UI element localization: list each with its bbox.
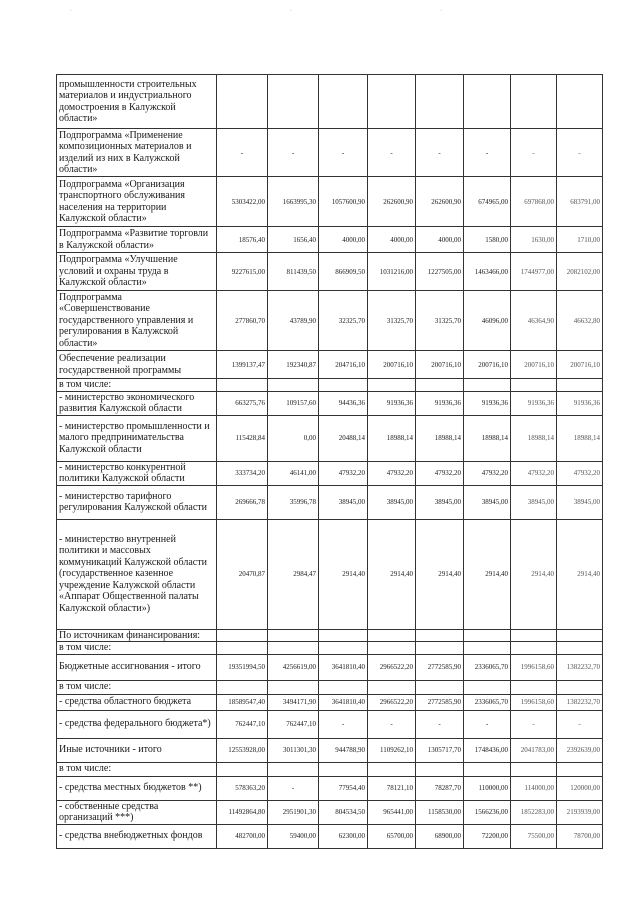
table-row	[57, 776, 603, 800]
value-cell	[416, 629, 464, 642]
row-label: Иные источники - итого	[57, 738, 217, 762]
value-cell: -	[319, 129, 368, 177]
value-cell: 811439,50	[268, 253, 319, 291]
row-label: Подпрограмма «Развитие торговли в Калужской области»	[57, 227, 217, 253]
value-cell: 18988,14	[511, 415, 557, 461]
value-cell: 269666,78	[217, 485, 268, 519]
value-cell	[268, 642, 319, 655]
value-cell	[464, 642, 511, 655]
row-label: в том числе:	[57, 762, 217, 776]
value-cell	[217, 762, 268, 776]
value-cell	[268, 379, 319, 392]
value-cell: 18988,14	[416, 415, 464, 461]
table-row	[57, 642, 603, 655]
row-label: Подпрограмма «Применение композиционных материалов и изделий из них в Калужской области»	[57, 129, 217, 177]
value-cell: 11492864,80	[217, 800, 268, 824]
table-row	[57, 800, 603, 824]
scan-mark: ·	[70, 8, 72, 14]
value-cell	[217, 75, 268, 129]
value-cell	[464, 762, 511, 776]
value-cell: 1382232,70	[557, 694, 603, 710]
value-cell: 200716,10	[557, 351, 603, 379]
value-cell: 47932,20	[416, 461, 464, 485]
row-label: промышленности строительных материалов и индустриального домостроения в Калужской области»	[57, 75, 217, 129]
value-cell: 114000,00	[511, 776, 557, 800]
row-label: По источникам финансирования:	[57, 629, 217, 642]
value-cell	[511, 642, 557, 655]
row-label: в том числе:	[57, 379, 217, 392]
table-row	[57, 253, 603, 291]
table-row	[57, 75, 603, 129]
table-row	[57, 415, 603, 461]
row-label: Подпрограмма «Организация транспортного обслуживания населения на территории Калужской области»	[57, 177, 217, 227]
value-cell	[464, 75, 511, 129]
value-cell: 204716,10	[319, 351, 368, 379]
value-cell	[319, 642, 368, 655]
value-cell: 262600,90	[368, 177, 416, 227]
value-cell	[464, 680, 511, 694]
value-cell: 72200,00	[464, 824, 511, 848]
value-cell	[368, 629, 416, 642]
value-cell: 18589547,40	[217, 694, 268, 710]
value-cell	[217, 629, 268, 642]
value-cell: 46096,00	[464, 291, 511, 351]
value-cell: 91936,36	[416, 391, 464, 415]
value-cell: -	[464, 129, 511, 177]
scan-mark: ·	[440, 8, 442, 14]
value-cell: -	[268, 129, 319, 177]
value-cell: 1463466,00	[464, 253, 511, 291]
value-cell: 38945,00	[319, 485, 368, 519]
value-cell: 2082102,00	[557, 253, 603, 291]
value-cell: 18988,14	[464, 415, 511, 461]
value-cell: 1109262,10	[368, 738, 416, 762]
value-cell: 674965,00	[464, 177, 511, 227]
value-cell	[368, 680, 416, 694]
value-cell: 762447,10	[268, 710, 319, 738]
value-cell: -	[511, 129, 557, 177]
value-cell: 1382232,70	[557, 654, 603, 680]
value-cell: 1031216,00	[368, 253, 416, 291]
value-cell: -	[319, 710, 368, 738]
value-cell: 35996,78	[268, 485, 319, 519]
value-cell: -	[464, 710, 511, 738]
value-cell: 94436,36	[319, 391, 368, 415]
value-cell: 12553928,00	[217, 738, 268, 762]
value-cell: 91936,36	[464, 391, 511, 415]
value-cell	[464, 379, 511, 392]
value-cell: 62300,00	[319, 824, 368, 848]
row-label: - министерство экономического развития Калужской области	[57, 391, 217, 415]
value-cell: 3641810,40	[319, 694, 368, 710]
value-cell: -	[557, 129, 603, 177]
value-cell: 3641810,40	[319, 654, 368, 680]
value-cell: -	[368, 129, 416, 177]
row-label: Подпрограмма «Совершенствование государственного управления и регулирования в Калужской области»	[57, 291, 217, 351]
value-cell	[511, 762, 557, 776]
value-cell	[319, 75, 368, 129]
value-cell: 2772585,90	[416, 654, 464, 680]
table-row	[57, 227, 603, 253]
row-label: в том числе:	[57, 680, 217, 694]
value-cell: 2914,40	[416, 519, 464, 629]
scan-mark: ·	[290, 8, 292, 14]
value-cell	[368, 642, 416, 655]
table-row	[57, 461, 603, 485]
table-row	[57, 654, 603, 680]
value-cell: 59400,00	[268, 824, 319, 848]
value-cell: 200716,10	[368, 351, 416, 379]
value-cell: 2914,40	[368, 519, 416, 629]
value-cell: 19351994,50	[217, 654, 268, 680]
value-cell: -	[557, 710, 603, 738]
table-row	[57, 519, 603, 629]
value-cell: 1996158,60	[511, 654, 557, 680]
value-cell: 4000,00	[368, 227, 416, 253]
value-cell: 683791,00	[557, 177, 603, 227]
value-cell: 1227505,00	[416, 253, 464, 291]
value-cell: 18576,40	[217, 227, 268, 253]
value-cell: 91936,36	[557, 391, 603, 415]
value-cell: 2966522,20	[368, 694, 416, 710]
row-label: - средства областного бюджета	[57, 694, 217, 710]
value-cell: 2951901,30	[268, 800, 319, 824]
table-row	[57, 738, 603, 762]
table-row	[57, 177, 603, 227]
value-cell: 200716,10	[416, 351, 464, 379]
value-cell	[511, 379, 557, 392]
row-label: Обеспечение реализации государственной программы	[57, 351, 217, 379]
value-cell: 38945,00	[368, 485, 416, 519]
value-cell: 4256619,00	[268, 654, 319, 680]
row-label: в том числе:	[57, 642, 217, 655]
table-row	[57, 629, 603, 642]
value-cell: -	[511, 710, 557, 738]
value-cell	[268, 680, 319, 694]
value-cell: 110000,00	[464, 776, 511, 800]
value-cell: 47932,20	[464, 461, 511, 485]
row-label: - министерство внутренней политики и массовых коммуникаций Калужской области (государственное казенное учреждение Калужской области «Аппарат Общественной палаты Калужской области»)	[57, 519, 217, 629]
value-cell: 109157,60	[268, 391, 319, 415]
value-cell	[319, 762, 368, 776]
value-cell: 333734,20	[217, 461, 268, 485]
value-cell: 38945,00	[511, 485, 557, 519]
value-cell: 2772585,90	[416, 694, 464, 710]
value-cell: 262600,90	[416, 177, 464, 227]
value-cell	[268, 75, 319, 129]
value-cell	[368, 762, 416, 776]
row-label: - средства федерального бюджета*)	[57, 710, 217, 738]
value-cell: 200716,10	[464, 351, 511, 379]
value-cell: 1580,00	[464, 227, 511, 253]
value-cell	[464, 629, 511, 642]
value-cell: 3011301,30	[268, 738, 319, 762]
table-row	[57, 762, 603, 776]
value-cell: 18988,14	[557, 415, 603, 461]
value-cell: 200716,10	[511, 351, 557, 379]
value-cell: 20470,87	[217, 519, 268, 629]
value-cell: 20488,14	[319, 415, 368, 461]
value-cell	[268, 629, 319, 642]
table-row	[57, 291, 603, 351]
value-cell	[319, 680, 368, 694]
value-cell: 47932,20	[511, 461, 557, 485]
value-cell	[511, 629, 557, 642]
row-label: - средства внебюджетных фондов	[57, 824, 217, 848]
value-cell: 77954,40	[319, 776, 368, 800]
value-cell: 1656,40	[268, 227, 319, 253]
value-cell: -	[416, 710, 464, 738]
value-cell	[217, 379, 268, 392]
value-cell: 2966522,20	[368, 654, 416, 680]
row-label: Подпрограмма «Улучшение условий и охраны труда в Калужской области»	[57, 253, 217, 291]
value-cell: 78121,10	[368, 776, 416, 800]
value-cell: 46141,00	[268, 461, 319, 485]
value-cell	[368, 379, 416, 392]
value-cell	[416, 75, 464, 129]
value-cell: 804534,50	[319, 800, 368, 824]
table-row	[57, 694, 603, 710]
value-cell: 1710,00	[557, 227, 603, 253]
value-cell	[217, 642, 268, 655]
value-cell	[368, 75, 416, 129]
value-cell: 1630,00	[511, 227, 557, 253]
value-cell	[557, 75, 603, 129]
value-cell: 1399137,47	[217, 351, 268, 379]
value-cell: 1748436,00	[464, 738, 511, 762]
value-cell: 2914,40	[319, 519, 368, 629]
value-cell: 75500,00	[511, 824, 557, 848]
value-cell: 91936,36	[368, 391, 416, 415]
value-cell: 18988,14	[368, 415, 416, 461]
value-cell: 762447,10	[217, 710, 268, 738]
row-label: - министерство конкурентной политики Калужской области	[57, 461, 217, 485]
value-cell: -	[217, 129, 268, 177]
value-cell: 38945,00	[416, 485, 464, 519]
row-label: - министерство промышленности и малого предпринимательства Калужской области	[57, 415, 217, 461]
value-cell: 2914,40	[557, 519, 603, 629]
value-cell: 0,00	[268, 415, 319, 461]
value-cell: 38945,00	[464, 485, 511, 519]
row-label: Бюджетные ассигнования - итого	[57, 654, 217, 680]
value-cell: 944788,90	[319, 738, 368, 762]
table-row	[57, 129, 603, 177]
value-cell: 4000,00	[416, 227, 464, 253]
value-cell: 2914,40	[464, 519, 511, 629]
value-cell: 32325,70	[319, 291, 368, 351]
value-cell: 2336065,70	[464, 654, 511, 680]
value-cell: 2041783,00	[511, 738, 557, 762]
value-cell: 46632,80	[557, 291, 603, 351]
value-cell	[416, 379, 464, 392]
value-cell: 965441,00	[368, 800, 416, 824]
value-cell	[268, 762, 319, 776]
value-cell: 2984,47	[268, 519, 319, 629]
value-cell: 47932,20	[368, 461, 416, 485]
value-cell: 2193939,00	[557, 800, 603, 824]
table-row	[57, 680, 603, 694]
value-cell: -	[416, 129, 464, 177]
value-cell	[557, 642, 603, 655]
table-row	[57, 379, 603, 392]
value-cell: -	[268, 776, 319, 800]
value-cell: 3494171,90	[268, 694, 319, 710]
value-cell: 1158530,00	[416, 800, 464, 824]
table-row	[57, 351, 603, 379]
row-label: - министерство тарифного регулирования Калужской области	[57, 485, 217, 519]
table-row	[57, 391, 603, 415]
value-cell	[557, 379, 603, 392]
value-cell: 1057600,90	[319, 177, 368, 227]
budget-table	[56, 74, 603, 849]
value-cell: 482700,00	[217, 824, 268, 848]
value-cell	[217, 680, 268, 694]
value-cell	[416, 680, 464, 694]
value-cell	[416, 642, 464, 655]
value-cell: 78287,70	[416, 776, 464, 800]
row-label: - средства местных бюджетов **)	[57, 776, 217, 800]
value-cell: 38945,00	[557, 485, 603, 519]
table-row	[57, 710, 603, 738]
value-cell: 1996158,60	[511, 694, 557, 710]
value-cell: 697868,00	[511, 177, 557, 227]
value-cell: 31325,70	[368, 291, 416, 351]
value-cell: 115428,84	[217, 415, 268, 461]
value-cell: 277860,70	[217, 291, 268, 351]
value-cell: 65700,00	[368, 824, 416, 848]
value-cell: 47932,20	[557, 461, 603, 485]
value-cell: 43789,90	[268, 291, 319, 351]
value-cell: 120000,00	[557, 776, 603, 800]
value-cell: 1566236,00	[464, 800, 511, 824]
value-cell: 9227615,00	[217, 253, 268, 291]
value-cell: 4000,00	[319, 227, 368, 253]
value-cell	[557, 629, 603, 642]
value-cell: 1305717,70	[416, 738, 464, 762]
value-cell	[557, 680, 603, 694]
table-row	[57, 485, 603, 519]
value-cell: 2336065,70	[464, 694, 511, 710]
value-cell: 2392639,00	[557, 738, 603, 762]
value-cell	[319, 629, 368, 642]
value-cell: 31325,70	[416, 291, 464, 351]
table-row	[57, 824, 603, 848]
value-cell	[511, 75, 557, 129]
value-cell: 2914,40	[511, 519, 557, 629]
value-cell: 578363,20	[217, 776, 268, 800]
row-label: - собственные средства организаций ***)	[57, 800, 217, 824]
value-cell: 47932,20	[319, 461, 368, 485]
value-cell: 46364,90	[511, 291, 557, 351]
value-cell	[511, 680, 557, 694]
value-cell: 68900,00	[416, 824, 464, 848]
value-cell: 663275,76	[217, 391, 268, 415]
value-cell: 5303422,00	[217, 177, 268, 227]
value-cell: 91936,36	[511, 391, 557, 415]
value-cell: 1852283,00	[511, 800, 557, 824]
value-cell	[319, 379, 368, 392]
value-cell: 192340,87	[268, 351, 319, 379]
value-cell: 1744977,00	[511, 253, 557, 291]
value-cell	[416, 762, 464, 776]
value-cell: 78700,00	[557, 824, 603, 848]
value-cell: -	[368, 710, 416, 738]
value-cell	[557, 762, 603, 776]
value-cell: 866909,50	[319, 253, 368, 291]
value-cell: 1663995,30	[268, 177, 319, 227]
